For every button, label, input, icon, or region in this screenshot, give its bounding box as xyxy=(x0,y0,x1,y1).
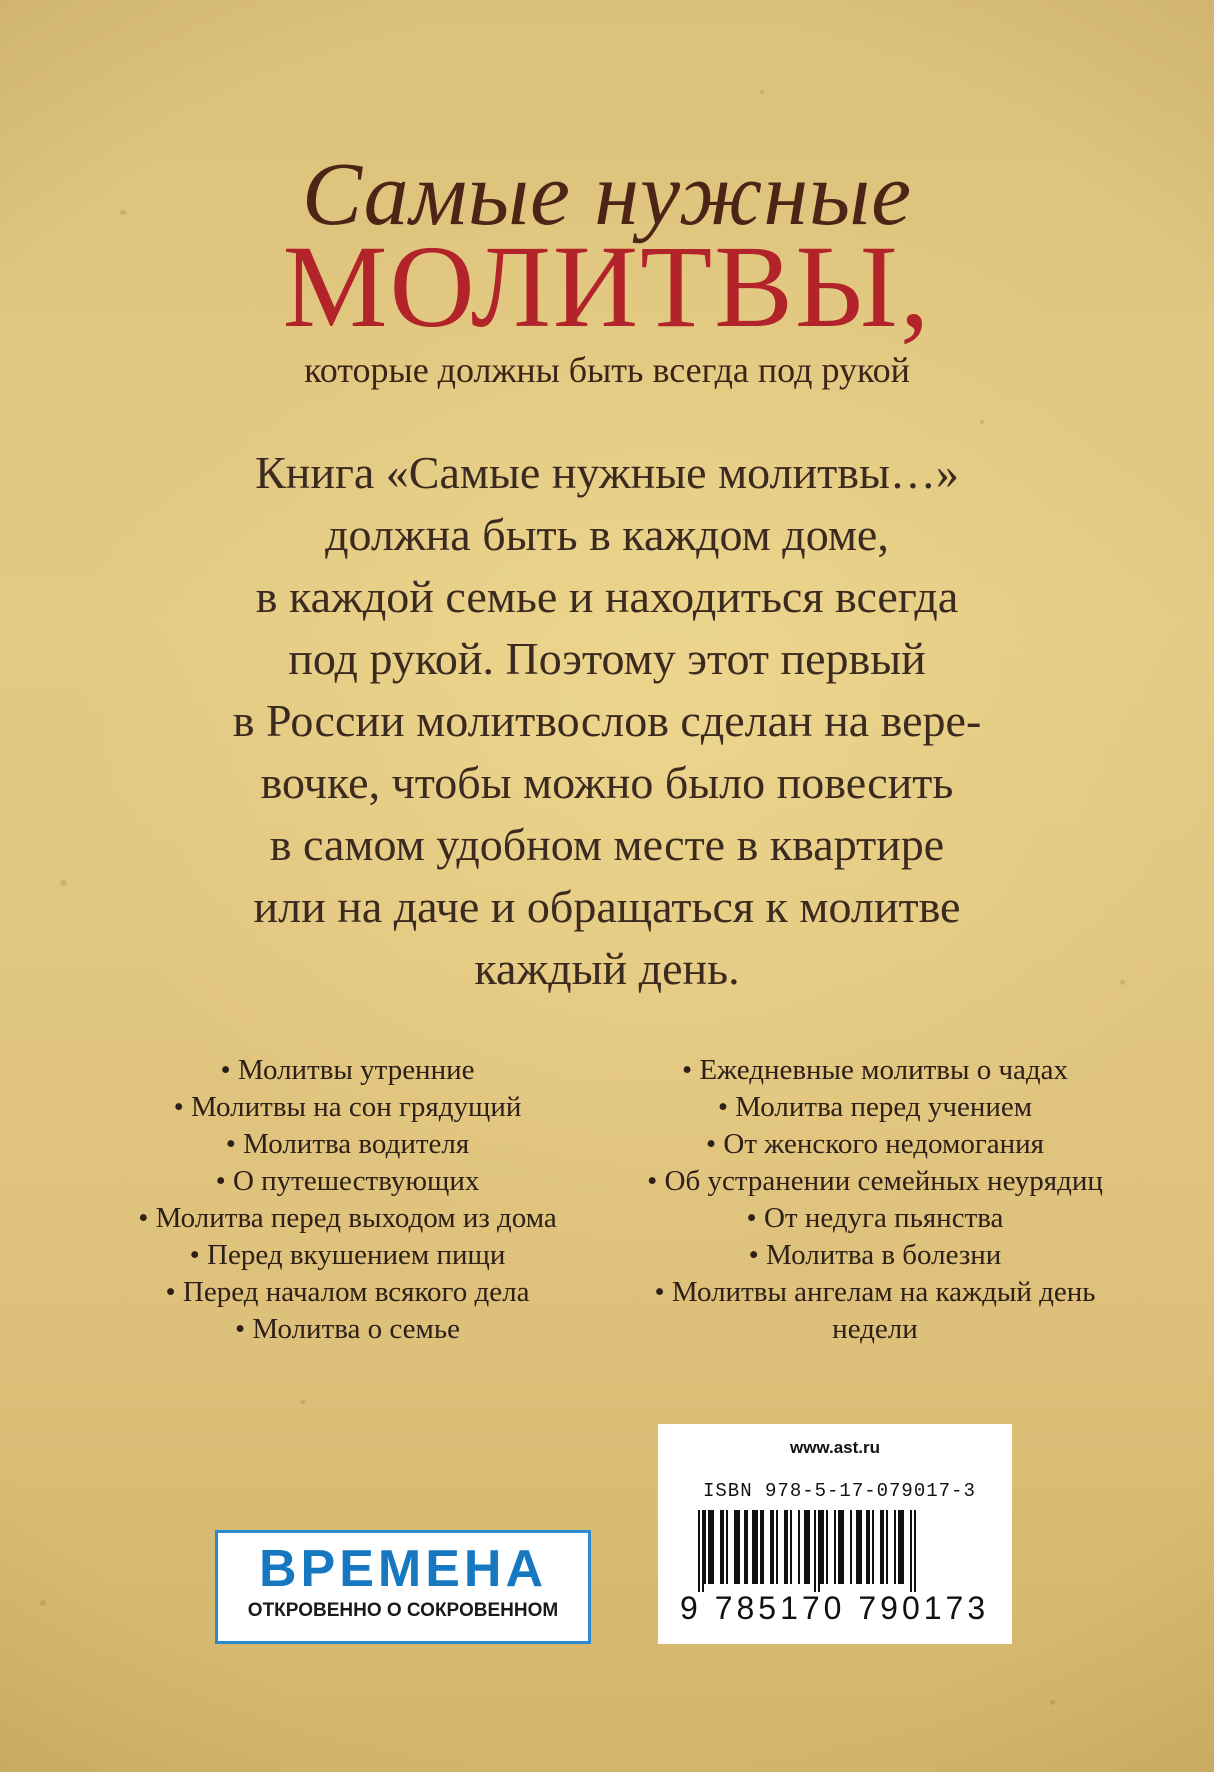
barcode-bar xyxy=(898,1510,904,1584)
barcode-bar xyxy=(704,1510,706,1584)
barcode-block xyxy=(658,1424,1012,1644)
barcode-bar xyxy=(914,1510,916,1592)
subtitle: которые должны быть всегда под рукой xyxy=(304,350,910,390)
barcode-bar xyxy=(872,1510,874,1584)
publisher-logo-tagline: ОТКРОВЕННО О СОКРОВЕННОМ xyxy=(247,1600,559,1621)
prayer-list-right xyxy=(630,1052,1120,1348)
barcode-bar xyxy=(894,1510,896,1584)
barcode-bar xyxy=(734,1510,740,1584)
description-line: под рукой. Поэтому этот первый xyxy=(288,633,926,684)
barcode-bar xyxy=(726,1510,728,1584)
list-item: • Молитва перед учением xyxy=(717,1091,1033,1123)
barcode-bar xyxy=(814,1510,816,1592)
barcode-bar xyxy=(820,1510,824,1584)
list-item: • Перед вкушением пищи xyxy=(189,1239,506,1271)
barcode-digits: 9 785170 790173 xyxy=(680,1590,990,1626)
description-line: в каждой семье и находиться всегда xyxy=(255,571,959,622)
barcode-bars xyxy=(698,1510,978,1592)
list-item: • Молитва о семье xyxy=(235,1313,460,1345)
barcode-bar xyxy=(752,1510,758,1584)
barcode-bar xyxy=(886,1510,888,1584)
barcode-bar xyxy=(850,1510,852,1584)
barcode-bar xyxy=(804,1510,810,1584)
list-item: • Молитвы утренние xyxy=(220,1054,475,1086)
description-line: должна быть в каждом доме, xyxy=(325,509,889,560)
barcode-bar xyxy=(818,1510,820,1592)
barcode-bar xyxy=(790,1510,792,1584)
barcode-bar xyxy=(856,1510,862,1584)
list-item: • Молитвы на сон грядущий xyxy=(173,1091,522,1123)
barcode-bar xyxy=(702,1510,704,1592)
list-item: • Молитва водителя xyxy=(225,1128,470,1160)
description-line: в России молитвослов сделан на вере- xyxy=(232,695,982,746)
list-item: • О путешествующих xyxy=(215,1165,480,1197)
description-paragraph xyxy=(100,442,1114,1000)
title-line-1: Самые нужные xyxy=(301,145,913,244)
barcode-bar xyxy=(760,1510,764,1584)
title-line-2: МОЛИТВЫ, xyxy=(282,221,932,352)
description-line: или на даче и обращаться к молитве xyxy=(253,881,961,932)
barcode-bar xyxy=(866,1510,870,1584)
description-line: вочке, чтобы можно было повесить xyxy=(260,757,954,808)
barcode-bar xyxy=(698,1510,700,1592)
publisher-logo xyxy=(215,1530,591,1644)
list-item: • Молитвы ангелам на каждый день недели xyxy=(654,1276,1096,1345)
barcode-bar xyxy=(720,1510,724,1584)
barcode-bar xyxy=(838,1510,844,1584)
isbn-number: ISBN 978-5-17-079017-3 xyxy=(703,1480,976,1502)
barcode-bar xyxy=(910,1510,912,1592)
publisher-logo-name: ВРЕМЕНА xyxy=(258,1540,548,1598)
list-item: • Об устранении семейных неурядиц xyxy=(647,1165,1103,1197)
barcode-bar xyxy=(770,1510,774,1584)
barcode-bar xyxy=(826,1510,828,1584)
prayer-list-left xyxy=(110,1052,585,1348)
description-line: в самом удобном месте в квартире xyxy=(269,819,945,870)
list-item: • От женского недомогания xyxy=(706,1128,1044,1160)
list-item: • Молитва перед выходом из дома xyxy=(138,1202,557,1234)
barcode-bar xyxy=(880,1510,884,1584)
description-line: Книга «Самые нужные молитвы…» xyxy=(255,447,959,498)
list-item: • Перед началом всякого дела xyxy=(165,1276,530,1308)
publisher-website: www.ast.ru xyxy=(789,1438,881,1457)
list-item: • Молитва в болезни xyxy=(748,1239,1002,1271)
barcode-bar xyxy=(776,1510,778,1584)
barcode-bar xyxy=(744,1510,748,1584)
list-item: • Ежедневные молитвы о чадах xyxy=(681,1054,1069,1086)
barcode-bar xyxy=(798,1510,800,1584)
barcode-bar xyxy=(708,1510,714,1584)
list-item: • От недуга пьянства xyxy=(746,1202,1004,1234)
barcode-bar xyxy=(784,1510,788,1584)
barcode-bar xyxy=(834,1510,836,1584)
description-line: каждый день. xyxy=(474,943,740,994)
